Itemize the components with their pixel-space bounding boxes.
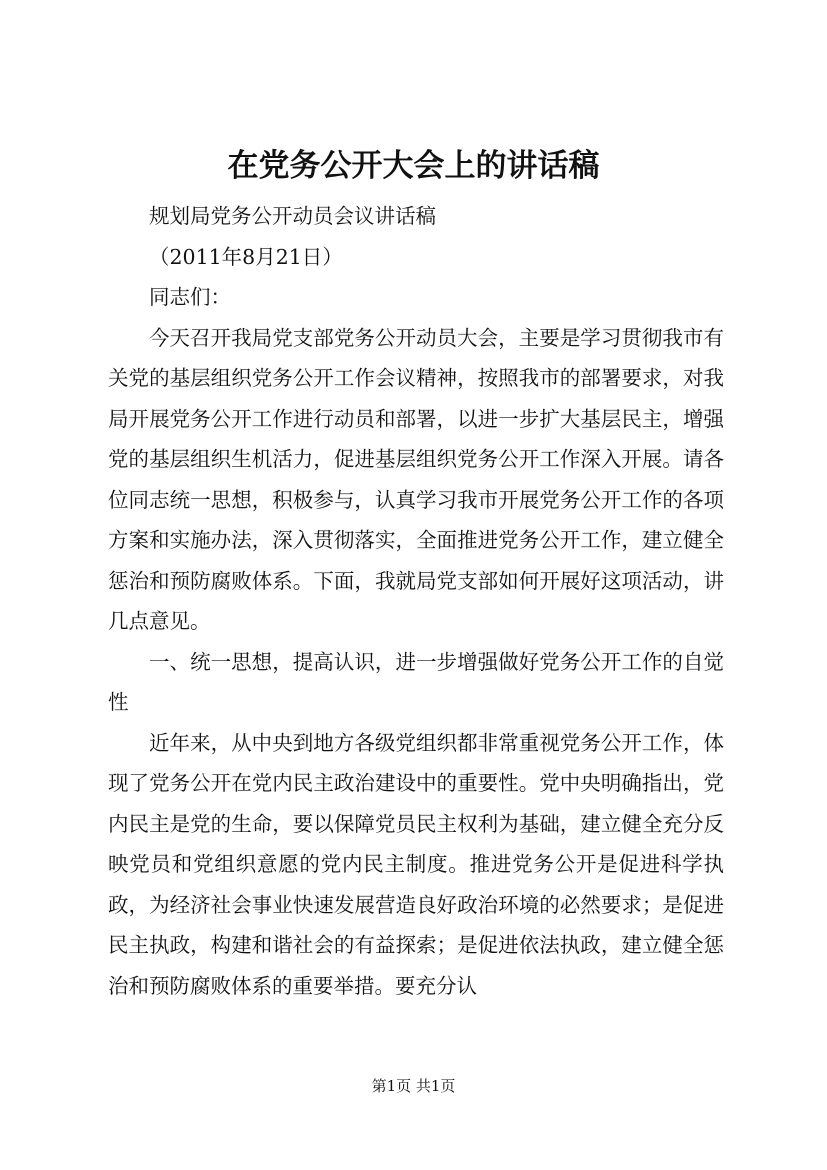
document-title: 在党务公开大会上的讲话稿 [227,148,600,184]
body-paragraph: 近年来，从中央到地方各级党组织都非常重视党务公开工作，体现了党务公开在党内民主政治建设中的重要性。党中央明确指出，党内民主是党的生命，要以保障党员民主权利为基础，建立健全充分反映党员和党组织意愿的党内民主制度。推进党务公开是促进科学执政，为经济社会事业快速发展营造良好政治环境的必然要求；是促进民主执政，构建和谐社会的有益探索；是促进依法执政，建立健全惩治和预防腐败体系的重要举措。要充分认 [108,730,724,998]
page-footer: 第1页 共1页 [371,1077,456,1095]
salutation-paragraph: 同志们： [149,285,231,309]
section-heading: 一、统一思想，提高认识，进一步增强做好党务公开工作的自觉性 [108,649,724,714]
document-body [108,196,724,1006]
subtitle-paragraph: 规划局党务公开动员会议讲话稿 [149,204,436,228]
date-paragraph: （2011年8月21日） [149,244,343,269]
body-paragraph: 今天召开我局党支部党务公开动员大会，主要是学习贯彻我市有关党的基层组织党务公开工作会议精神，按照我市的部署要求，对我局开展党务公开工作进行动员和部署，以进一步扩大基层民主，增强党的基层组织生机活力，促进基层组织党务公开工作深入开展。请各位同志统一思想，积极参与，认真学习我市开展党务公开工作的各项方案和实施办法，深入贯彻落实，全面推进党务公开工作，建立健全惩治和预防腐败体系。下面，我就局党支部如何开展好这项活动，讲几点意见。 [108,325,724,633]
